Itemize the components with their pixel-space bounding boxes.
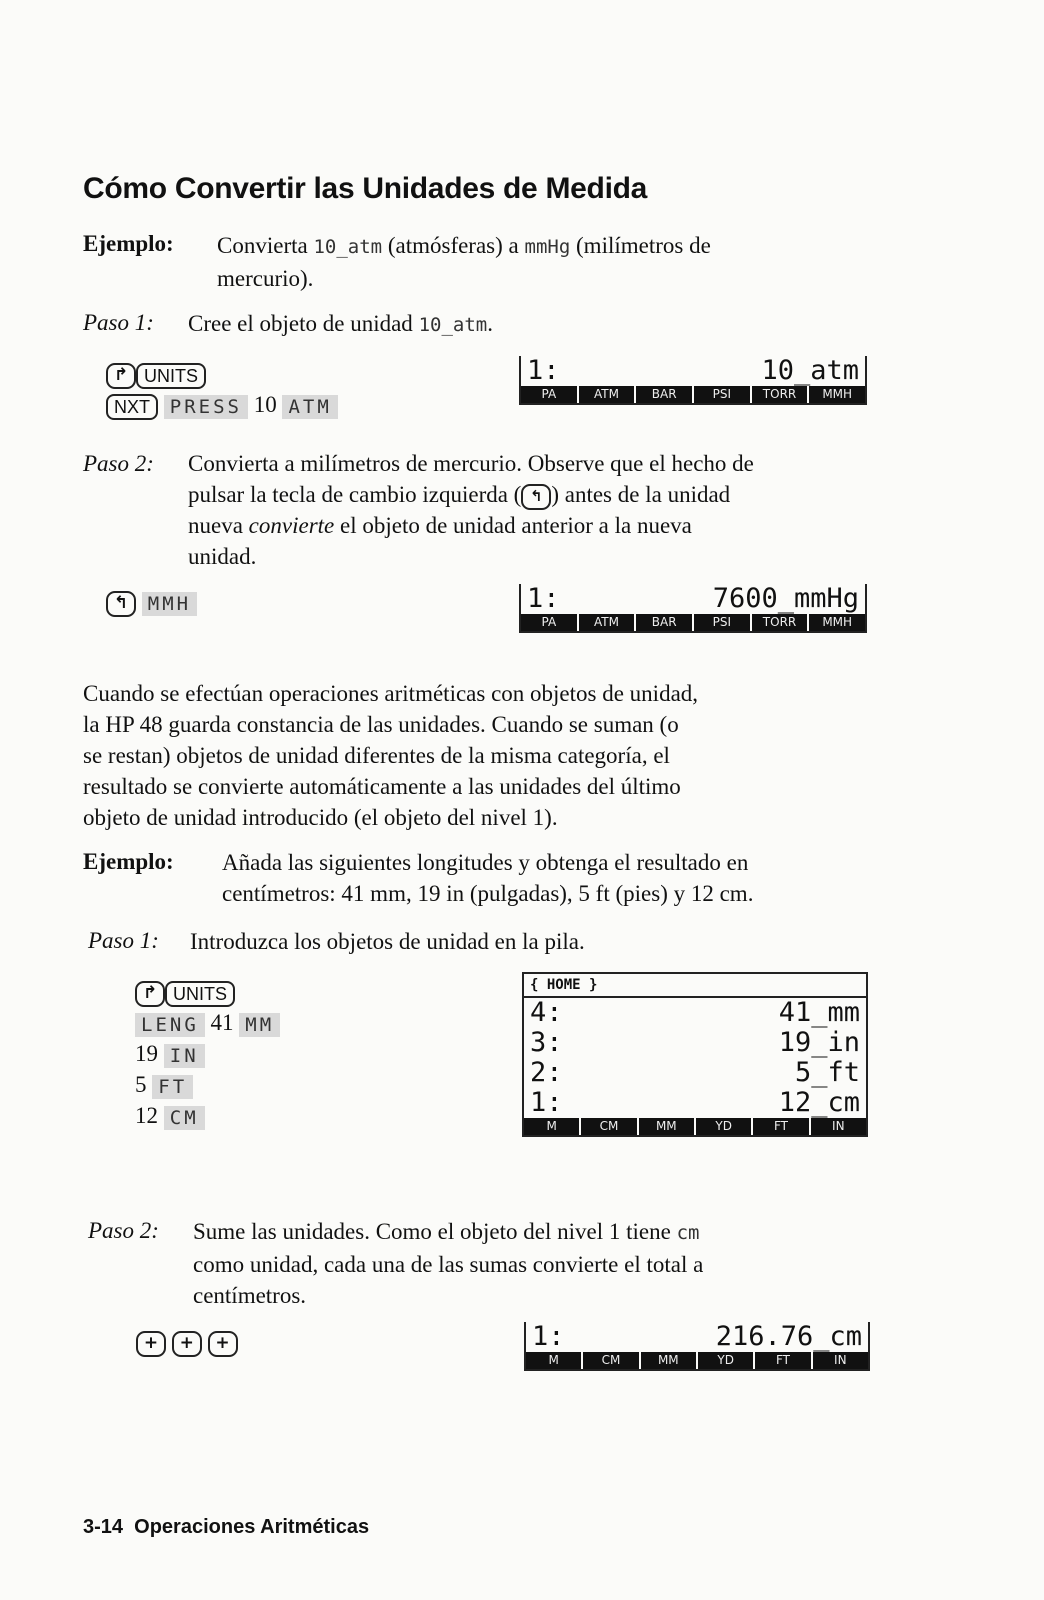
plus-key: +: [136, 1331, 166, 1357]
example-text: Convierta 10_atm (atmósferas) a mmHg (milímetros de mercurio).: [217, 233, 711, 291]
page-number: 3-14: [83, 1516, 124, 1538]
example-label: Ejemplo:: [83, 231, 174, 256]
right-shift-key-icon: ↱: [106, 363, 136, 389]
section-title: Cómo Convertir las Unidades de Medida: [83, 172, 648, 205]
press-menu-key: PRESS: [164, 395, 248, 419]
right-shift-key-icon: ↱: [135, 981, 165, 1007]
left-shift-key-icon: ↰: [521, 484, 551, 510]
step-text: Sume las unidades. Como el objeto del nivel 1 tiene cm como unidad, cada una de las sumas convierte el total a centímetros.: [193, 1219, 704, 1308]
example-label: Ejemplo:: [83, 849, 174, 874]
page-footer: [83, 1516, 369, 1539]
leng-menu-key: LENG: [135, 1013, 205, 1037]
softkey-menu: PA ATM BAR PSI TORR MMH: [521, 386, 865, 403]
units-key: UNITS: [165, 981, 235, 1007]
step-text: Introduzca los objetos de unidad en la pila.: [190, 929, 585, 954]
cm-menu-key: CM: [164, 1106, 205, 1130]
step-label: Paso 1:: [88, 928, 159, 953]
units-key: UNITS: [136, 363, 206, 389]
calculator-display: 1: 10_atm PA ATM BAR PSI TORR MMH: [519, 356, 867, 405]
plus-key: +: [172, 1331, 202, 1357]
calculator-display: 1: 216.76_cm M CM MM YD FT IN: [524, 1322, 870, 1371]
left-shift-key-icon: ↰: [106, 591, 136, 617]
step-label: Paso 2:: [83, 451, 154, 476]
in-menu-key: IN: [164, 1044, 205, 1068]
ft-menu-key: FT: [152, 1075, 193, 1099]
plus-key: +: [208, 1331, 238, 1357]
softkey-menu: PA ATM BAR PSI TORR MMH: [521, 614, 865, 631]
nxt-key: NXT: [106, 394, 158, 420]
keystroke-sequence: [106, 586, 197, 617]
example-text: Añada las siguientes longitudes y obtenga el resultado en centímetros: 41 mm, 19 in (pulgadas), 5 ft (pies) y 12 cm.: [222, 850, 754, 906]
atm-menu-key: ATM: [282, 395, 337, 419]
step-text: Cree el objeto de unidad 10_atm.: [188, 311, 493, 336]
step-label: Paso 2:: [88, 1218, 159, 1243]
step-text: Convierta a milímetros de mercurio. Observe que el hecho de pulsar la tecla de cambio izquierda ( ↰ ) antes de la unidad nueva convierte el objeto de unidad anterior a la nueva unidad.: [188, 451, 754, 569]
mmh-menu-key: MMH: [142, 592, 197, 616]
explanation-paragraph: Cuando se efectúan operaciones aritméticas con objetos de unidad, la HP 48 guarda constancia de las unidades. Cuando se suman (o se restan) objetos de unidad diferentes de la misma categoría, el resultado se convierte automáticamente a las unidades del último objeto de unidad introducido (el objeto del nivel 1).: [83, 681, 699, 830]
calculator-display: { HOME } 4: 41_mm 3: 19_in 2: 5_ft 1: 12_cm M CM MM YD FT IN: [522, 972, 868, 1137]
keystroke-sequence: ↱ UNITS LENG 41 MM 19 IN 5 FT 12 CM: [135, 976, 280, 1131]
keystroke-sequence: [136, 1326, 238, 1357]
keystroke-sequence: ↱ UNITS NXT PRESS 10 ATM: [106, 358, 338, 420]
calculator-display: 1: 7600_mmHg PA ATM BAR PSI TORR MMH: [519, 584, 867, 633]
step-label: Paso 1:: [83, 310, 154, 335]
lcd-header: { HOME }: [524, 974, 866, 998]
mm-menu-key: MM: [239, 1013, 280, 1037]
softkey-menu: M CM MM YD FT IN: [526, 1352, 868, 1369]
softkey-menu: M CM MM YD FT IN: [524, 1118, 866, 1135]
section-name: Operaciones Aritméticas: [134, 1516, 370, 1538]
